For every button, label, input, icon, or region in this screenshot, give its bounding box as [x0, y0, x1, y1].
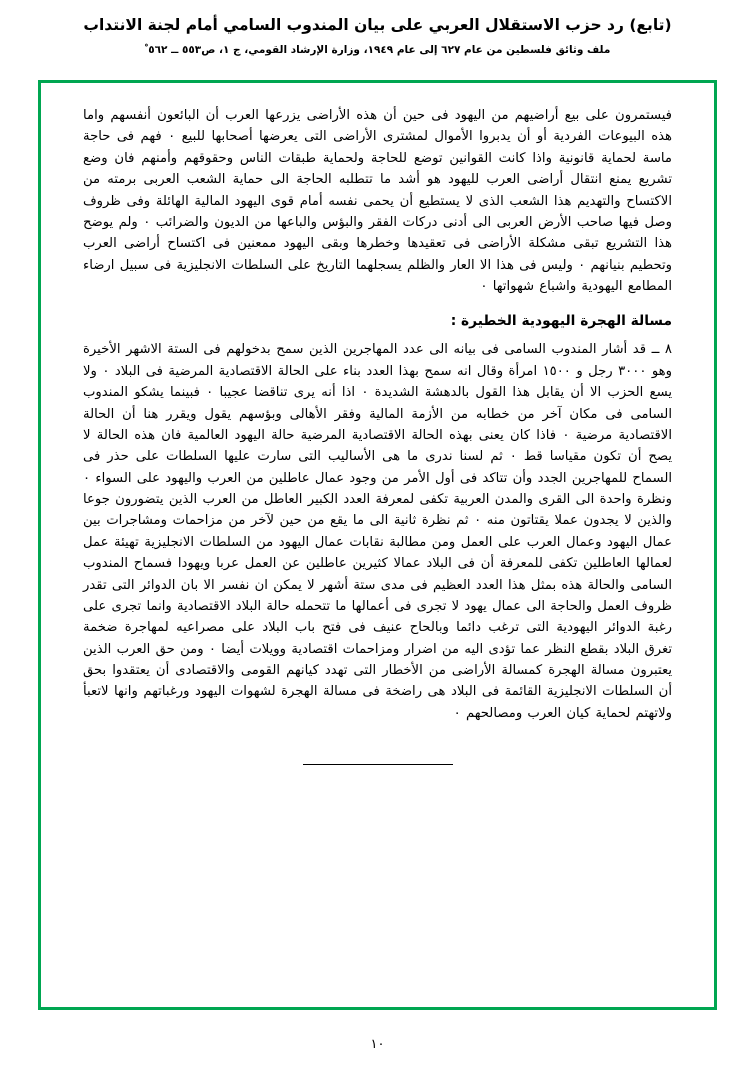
horizontal-rule [303, 764, 453, 765]
body-paragraph-2: ٨ ــ قد أشار المندوب السامى فى بيانه الى عدد المهاجرين الذين سمح بدخولهم فى الستة الاشهر الأخيرة وهو ٣٠٠٠ رجل و ١٥٠٠ امرأة وقال انه سمح بهذا العدد بناء على الحالة الاقتصادية المرضية فى البلاد ٠ ولا يسع الحزب الا أن يقابل هذا القول بالدهشة الشديدة ٠ اذا أنه يرى تناقضا عجيبا ٠ فبينما يشكو المندوب السامى فى مكان آخر من خطابه من الأزمة المالية وفقر الأهالى وبؤسهم يقول ويقرر هنا أن الحالة الاقتصادية مرضية ٠ فاذا كان يعنى بهذه الحالة الاقتصادية المرضية حالة اليهود العالمية فان هذه الحالة لا يصح أن تكون مقياسا قط ٠ ثم لسنا ندرى ما هى الأساليب التى سارت عليها السلطات على حذر فى السماح للمهاجرين الجدد وأن تتاكد فى أول الأمر من وجود عمال عاطلين من العرب واليهود على السواء ٠ ونظرة واحدة الى القرى والمدن العربية تكفى لمعرفة العدد الكبير العاطل من العرب الذين يتضورون جوعا والذين لا يجدون عملا يقتاتون منه ٠ ثم نظرة ثانية الى ما يقع من حين لآخر من مزاحمات ومشاجرات بين عمال اليهود وعمال العرب على العمل ومن مطالبة نقابات عمال اليهود من السلطات الانجليزية تهيئة عمل لعمالها العاطلين تكفى للمعرفة أن فى البلاد عمالا كثيرين عاطلين عن العمل عربا ويهودا فسماح المندوب السامى والحالة هذه بمثل هذا العدد العظيم فى مدى ستة أشهر لا يمكن ان نفسر الا بان الدوائر التى تقدر ظروف العمل والحاجة الى عمال يهود لا تجرى فى أعمالها ما تتحمله حالة البلاد الاقتصادية وانما تجرى على رغبة الدوائر اليهودية التى ترغب دائما وبالحاح عنيف فى فتح باب البلاد على مصراعيه لمهاجرة ضخمة تغرق البلاد بقطع النظر عما تؤدى اليه من اضرار ومزاحمات اقتصادية وويلات أيضا ٠ ومن حق العرب الذين يعتبرون مسالة الهجرة كمسالة الأراضى من الأخطار التى تهدد كيانهم القومى والاقتصادى أن يعتقدوا بحق أن السلطات الانجليزية القائمة فى البلاد هى راضخة فى مسالة الهجرة لشهوات اليهود ورغباتهم وانها لاتعبأ ولاتهتم لحماية كيان العرب ومصالحهم ٠ [83, 342, 673, 721]
body-paragraph-1: فيستمرون على بيع أراضيهم من اليهود فى حين أن هذه الأراضى يزرعها العرب أن البائعون أنفسهم واما هذه البيوعات الفردية أو أن يدبروا الأموال لمشترى الأراضى التى يعرضها أصحابها للبيع ٠ فهم فى حاجة ماسة لحماية قانونية واذا كانت القوانين توضع للحاجة ولحماية طبقات الناس وحقوقهم وأمنهم فان وضع تشريع يمنع انتقال أراضى العرب لليهود هو أشد ما تتطلبه الحاجة الى حماية الشعب العربى برمته من الاكتساح والتهديم هذا الشعب الذى لا يستطيع أن يحمى نفسه أمام قوى اليهود المالية الهائلة وفى ظروف وصل فيها صاحب الأرض العربى الى أدنى دركات الفقر والبؤس والباعها من الديون والضرائب ٠ ولم يوضح هذا التشريع تبقى مشكلة الأراضى فى تعقيدها وخطرها وبقى اليهود ممعنين فى اكتساح أراضى العرب وتحطيم بنيانهم ٠ وليس فى هذا الا العار والظلم يسجلهما التاريخ على السلطات الانجليزية فى سبيل ارضاء المطامع اليهودية واشباع شهواتها ٠ [83, 108, 672, 294]
document-header [0, 0, 755, 56]
content-frame-inner [41, 83, 714, 1007]
document-source-citation: ملف وثائق فلسطين من عام ٦٢٧ إلى عام ١٩٤٩، وزارة الإرشاد القومي، ج ١، ص٥٥٣ ــ ٥٦٢ ْ [144, 44, 611, 57]
section-divider-wrap [83, 750, 672, 769]
section-heading-jewish-immigration: مسالة الهجرة اليهودية الخطيرة : [450, 313, 672, 330]
page-number: ١٠ [370, 1037, 385, 1052]
document-title: (تابع) رد حزب الاستقلال العربي على بيان المندوب السامي أمام لجنة الانتداب [83, 16, 672, 34]
content-frame [38, 80, 717, 1010]
